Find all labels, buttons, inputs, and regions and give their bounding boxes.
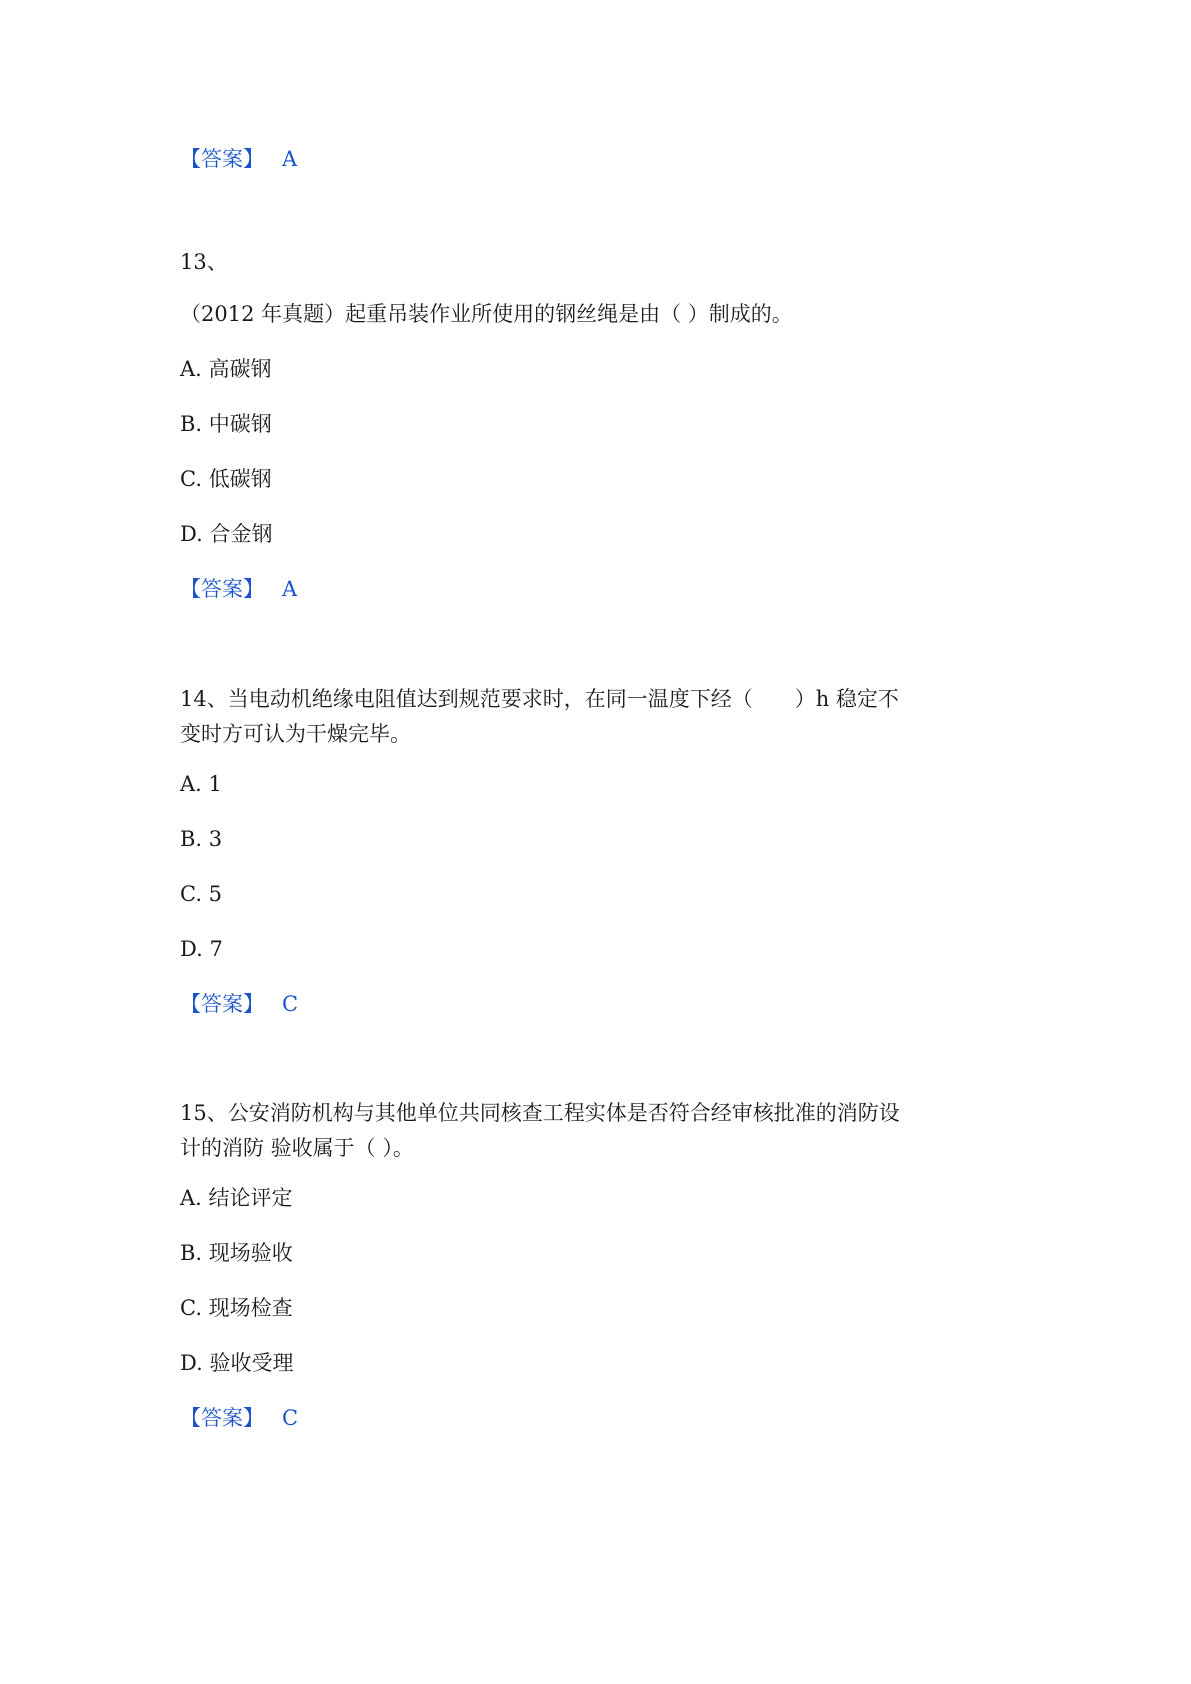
question-text-line-1: 15、公安消防机构与其他单位共同核查工程实体是否符合经审核批准的消防设 — [180, 1101, 900, 1125]
answer-label: 【答案】 — [180, 577, 264, 601]
answer-value: A — [282, 577, 298, 601]
option-a: A. 结论评定 — [180, 1186, 293, 1210]
question-number: 13、 — [180, 250, 228, 274]
option-b: B. 现场验收 — [180, 1241, 293, 1265]
answer-line — [180, 141, 297, 177]
answer-line — [180, 571, 297, 607]
answer-value: A — [282, 147, 298, 171]
answer-value: C — [282, 992, 299, 1016]
option-c: C. 现场检查 — [180, 1296, 293, 1320]
answer-label: 【答案】 — [180, 147, 264, 171]
option-b: B. 3 — [180, 827, 223, 851]
answer-label: 【答案】 — [180, 1406, 264, 1430]
option-a: A. 高碳钢 — [180, 357, 272, 381]
question-text-line-2: 计的消防 验收属于（ ）。 — [180, 1136, 414, 1160]
option-d: D. 合金钢 — [180, 522, 273, 546]
option-b: B. 中碳钢 — [180, 412, 272, 436]
answer-line — [180, 1400, 298, 1436]
question-text-line-1: 14、当电动机绝缘电阻值达到规范要求时，在同一温度下经（ ）h 稳定不 — [180, 687, 899, 711]
question-text-line-2: 变时方可认为干燥完毕。 — [180, 722, 411, 746]
answer-label: 【答案】 — [180, 992, 264, 1016]
option-d: D. 7 — [180, 937, 223, 961]
option-a: A. 1 — [180, 772, 222, 796]
question-text: （2012 年真题）起重吊装作业所使用的钢丝绳是由（ ）制成的。 — [180, 302, 793, 326]
answer-line — [180, 986, 298, 1022]
option-c: C. 5 — [180, 882, 223, 906]
option-c: C. 低碳钢 — [180, 467, 272, 491]
answer-value: C — [282, 1406, 299, 1430]
option-d: D. 验收受理 — [180, 1351, 294, 1375]
